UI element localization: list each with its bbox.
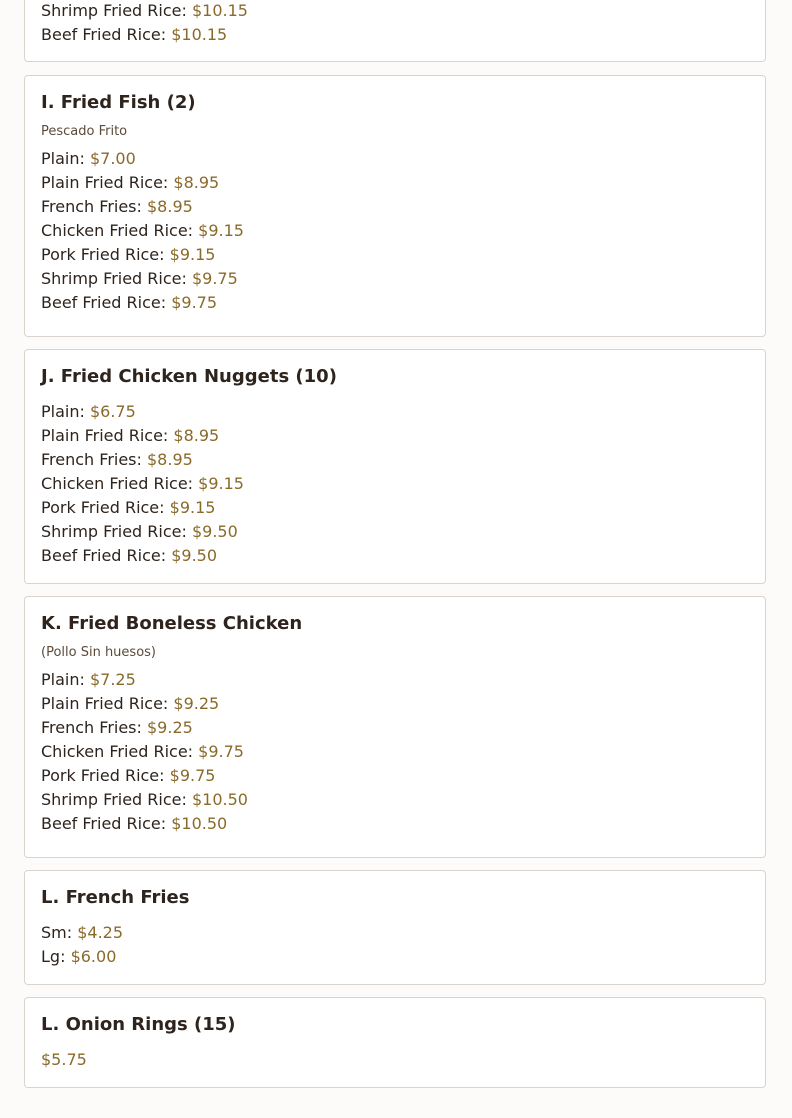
- item-price: $9.75: [171, 293, 218, 312]
- price-row: [41, 400, 749, 424]
- item-label: Plain Fried Rice:: [41, 426, 169, 445]
- item-price: $9.15: [169, 245, 216, 264]
- item-label: Chicken Fried Rice:: [41, 221, 194, 240]
- item-price: $9.15: [169, 498, 216, 517]
- item-label: Beef Fried Rice:: [41, 546, 167, 565]
- price-row: [41, 921, 749, 945]
- price-row: [41, 291, 749, 315]
- item-label: Beef Fried Rice:: [41, 25, 167, 44]
- item-label: Sm:: [41, 923, 73, 942]
- item-price: $8.95: [173, 173, 220, 192]
- item-price: $9.50: [171, 546, 218, 565]
- item-label: Shrimp Fried Rice:: [41, 1, 187, 20]
- price-row: [41, 219, 749, 243]
- item-price: $10.15: [191, 1, 248, 20]
- price-row: [41, 195, 749, 219]
- card-title: L. French Fries: [41, 887, 190, 908]
- item-label: Shrimp Fried Rice:: [41, 790, 187, 809]
- menu-card-onion-rings: [24, 997, 766, 1088]
- price-row: [41, 668, 749, 692]
- item-label: Plain Fried Rice:: [41, 694, 169, 713]
- card-title: J. Fried Chicken Nuggets (10): [41, 366, 337, 387]
- price-row: [41, 520, 749, 544]
- price-row: [41, 147, 749, 171]
- item-price: $9.75: [169, 766, 216, 785]
- price-row: [41, 716, 749, 740]
- item-label: French Fries:: [41, 197, 142, 216]
- menu-card-fried-fish: [24, 75, 766, 337]
- item-price: $9.50: [191, 522, 238, 541]
- price-row: [41, 424, 749, 448]
- item-label: Plain:: [41, 670, 85, 689]
- item-price: $4.25: [77, 923, 124, 942]
- price-row: [41, 243, 749, 267]
- item-price: $10.50: [191, 790, 248, 809]
- item-label: Shrimp Fried Rice:: [41, 269, 187, 288]
- item-label: Pork Fried Rice:: [41, 498, 165, 517]
- item-label: Plain Fried Rice:: [41, 173, 169, 192]
- price-row: [41, 448, 749, 472]
- price-row: [41, 23, 749, 47]
- item-label: French Fries:: [41, 450, 142, 469]
- item-label: Beef Fried Rice:: [41, 293, 167, 312]
- item-label: Beef Fried Rice:: [41, 814, 167, 833]
- card-title: I. Fried Fish (2): [41, 92, 196, 113]
- item-price: $9.25: [147, 718, 193, 737]
- item-price: $9.15: [198, 221, 244, 240]
- price-row: [41, 1048, 749, 1072]
- item-label: Plain:: [41, 402, 85, 421]
- price-row: [41, 544, 749, 568]
- price-row: [41, 764, 749, 788]
- item-price: $6.00: [70, 947, 117, 966]
- item-label: Shrimp Fried Rice:: [41, 522, 187, 541]
- card-title: L. Onion Rings (15): [41, 1014, 236, 1035]
- menu-card-boneless-chicken: [24, 596, 766, 858]
- item-price: $6.75: [89, 402, 136, 421]
- item-label: Chicken Fried Rice:: [41, 474, 194, 493]
- item-label: Chicken Fried Rice:: [41, 742, 194, 761]
- item-price: $8.95: [147, 197, 193, 216]
- price-row: [41, 171, 749, 195]
- item-price: $7.25: [89, 670, 136, 689]
- card-title: K. Fried Boneless Chicken: [41, 613, 303, 634]
- price-row: [41, 788, 749, 812]
- item-price: $9.75: [198, 742, 244, 761]
- price-row: [41, 692, 749, 716]
- price-row: [41, 740, 749, 764]
- price-row: [41, 472, 749, 496]
- menu-card-french-fries: [24, 870, 766, 985]
- card-subtitle: (Pollo Sin huesos): [41, 645, 156, 660]
- menu-card-chicken-nuggets: [24, 349, 766, 584]
- price-row: [41, 945, 749, 969]
- item-price: $9.75: [191, 269, 238, 288]
- item-price: $7.00: [89, 149, 136, 168]
- item-price: $8.95: [147, 450, 193, 469]
- item-price: $9.25: [173, 694, 220, 713]
- price-row: [41, 496, 749, 520]
- price-row: [41, 812, 749, 836]
- item-price: $10.15: [171, 25, 228, 44]
- item-label: Pork Fried Rice:: [41, 245, 165, 264]
- item-price: $8.95: [173, 426, 220, 445]
- item-price: $10.50: [171, 814, 228, 833]
- price-row: [41, 0, 749, 23]
- price-row: [41, 267, 749, 291]
- item-label: Lg:: [41, 947, 66, 966]
- item-price: $5.75: [41, 1050, 87, 1069]
- item-label: Pork Fried Rice:: [41, 766, 165, 785]
- item-label: French Fries:: [41, 718, 142, 737]
- menu-card-partial: [24, 0, 766, 62]
- item-label: Plain:: [41, 149, 85, 168]
- card-subtitle: Pescado Frito: [41, 124, 128, 139]
- item-price: $9.15: [198, 474, 244, 493]
